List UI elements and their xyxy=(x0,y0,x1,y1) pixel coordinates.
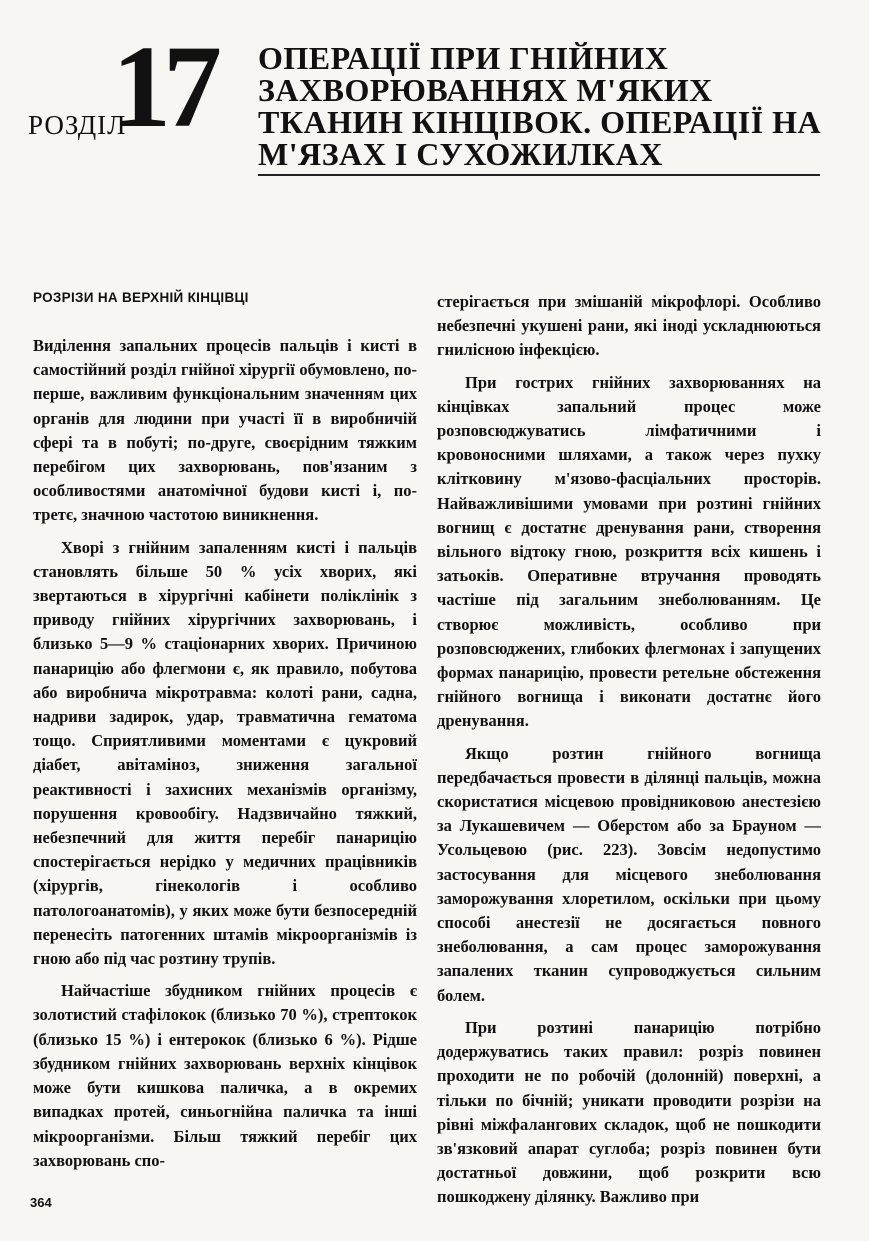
paragraph: Найчастіше збудником гнійних процесів є золотистий стафілокок (близько 70 %), стрептокок (близько 15 %) і ентерокок (близько 6 %). Рідше збудником гнійних захворювань верхніх кінцівок може бути кишкова паличка, а в окремих випадках протей, синьогнійна паличка та інші мікроорганізми. Більш тяжкий перебіг цих захворювань спо- xyxy=(33,981,417,1170)
paragraph: стерігається при змішаній мікрофлорі. Особливо небезпечні укушені рани, які іноді ускладнюються гнилісною інфекцією. xyxy=(437,292,821,360)
page-number: 364 xyxy=(30,1195,52,1210)
chapter-header xyxy=(0,0,869,190)
chapter-title: ОПЕРАЦІЇ ПРИ ГНІЙНИХ ЗАХВОРЮВАННЯХ М'ЯКИХ ТКАНИН КІНЦІВОК. ОПЕРАЦІЇ НА М'ЯЗАХ І СУХОЖИЛКАХ xyxy=(258,40,822,172)
paragraph: Хворі з гнійним запаленням кисті і пальців становлять більше 50 % усіх хворих, які звертаються в хірургічні кабінети поліклінік з приводу гнійних хірургічних захворювань, і близько 5—9 % стаціонарних хворих. Причиною панарицію або флегмони є, як правило, побутова або виробнича мікротравма: колоті рани, садна, надриви задирок, удар, травматична гематома тощо. Сприятливими моментами є цукровий діабет, авітаміноз, зниження загальної реактивності і захисних механізмів організму, порушення кровообігу. Надзвичайно тяжкий, небезпечний для життя перебіг панарицію спостерігається нерідко у медичних працівників (хірургів, гінекологів і особливо патологоанатомів), у яких може бути безпосередній перенесіть патогенних штамів мікроорганізмів із гною або під час розтину трупів. xyxy=(33,537,417,969)
section-heading: РОЗРІЗИ НА ВЕРХНІЙ КІНЦІВЦІ xyxy=(33,290,249,305)
chapter-label: РОЗДІЛ xyxy=(28,110,127,140)
left-column xyxy=(33,290,417,1181)
title-divider xyxy=(258,174,820,176)
right-column xyxy=(437,290,821,1218)
paragraph: Виділення запальних процесів пальців і кисті в самостійний розділ гнійної хірургії обумовлено, по-перше, важливим функціональним значенням цих органів для людини при участі її в виробничій сфері та в побуті; по-друге, своєрідним тяжким перебігом цих захворювань, пов'язаним з особливостями анатомічної будови кисті і, по-третє, значною частотою виникнення. xyxy=(33,336,417,525)
chapter-number: 17 xyxy=(112,21,214,152)
paragraph: При гострих гнійних захворюваннях на кінцівках запальний процес може розповсюджуватись лімфатичними і кровоносними шляхами, а також через пухку клітковину м'язово-фасціальних просторів. Найважливішими умовами при розтині гнійних вогнищ є достатнє дренування рани, створення вільного відтоку гною, розкриття всіх кишень і затьоків. Оперативне втручання проводять частіше під загальним знеболюванням. Це створює можливість, особливо при розповсюджених, глибоких флегмонах і запущених формах панарицію, провести ретельне обстеження гнійного вогнища і виконати достатнє його дренування. xyxy=(437,372,821,731)
paragraph: Якщо розтин гнійного вогнища передбачається провести в ділянці пальців, можна скористатися місцевою провідниковою анестезією за Лукашевичем — Оберстом або за Брауном — Усольцевою (рис. 223). Зовсім недопустимо застосування для місцевого знеболювання заморожування хлоретилом, оскільки при цьому способі анестезії не досягається повного знеболювання, а сам процес заморожування запалених тканин супроводжується сильним болем. xyxy=(437,743,821,1005)
paragraph: При розтині панарицію потрібно додержуватись таких правил: розріз повинен проходити не по робочій (долонній) поверхні, а тільки по бічній; уникати проводити розрізи на рівні міжфалангових складок, щоб не пошкодити зв'язковий апарат суглоба; розріз повинен бути достатньої довжини, щоб розкрити всю пошкоджену ділянку. Важливо при xyxy=(437,1017,821,1207)
